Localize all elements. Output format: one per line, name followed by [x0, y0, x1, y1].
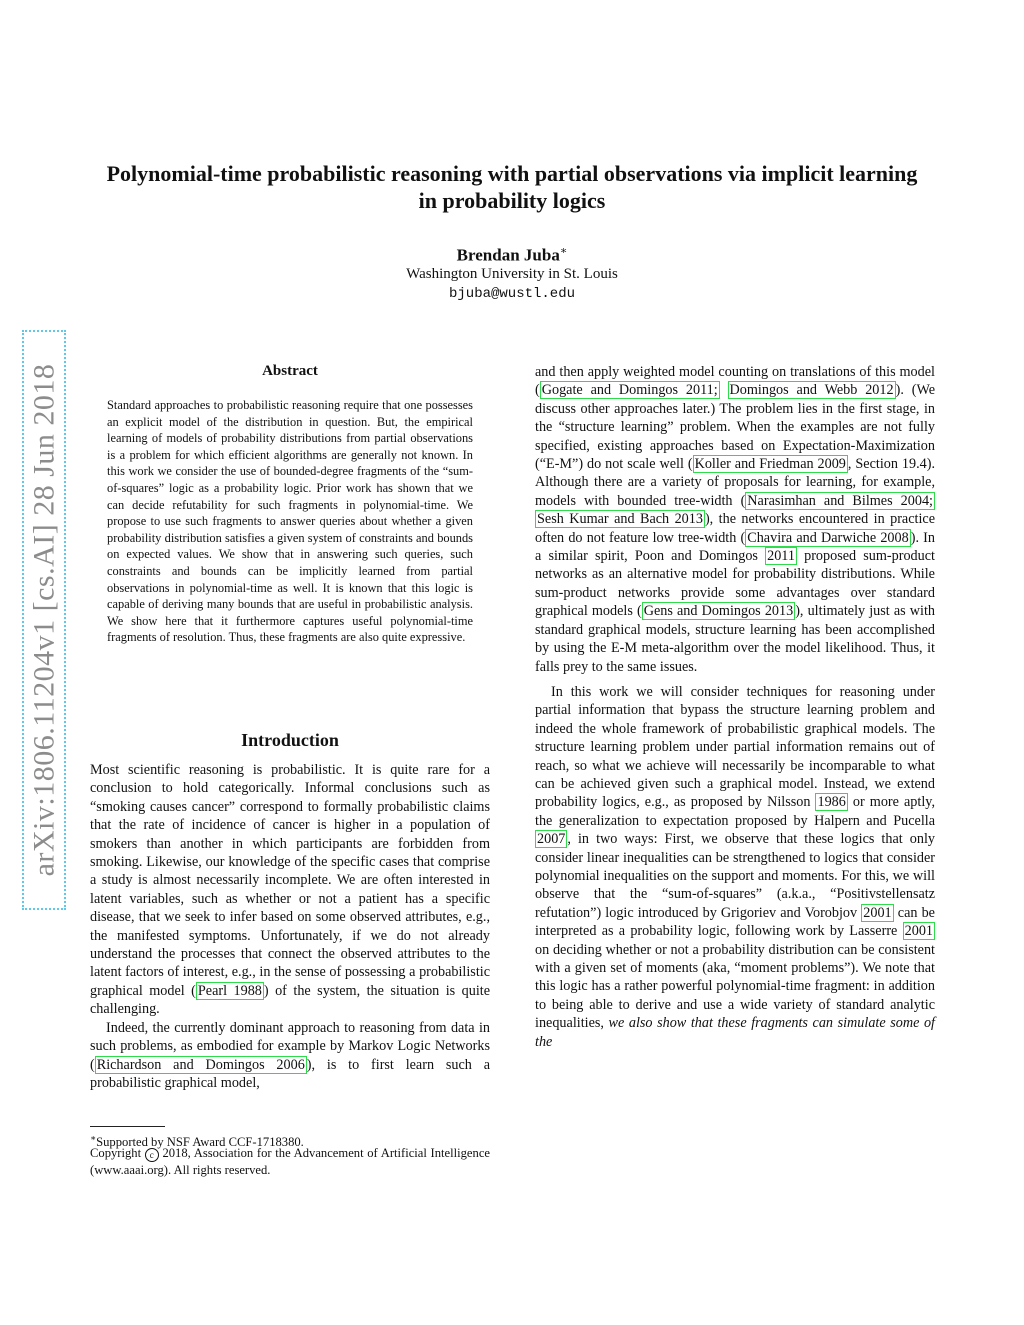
citation-link[interactable]: 2011: [767, 548, 795, 565]
arxiv-stamp-text: arXiv:1806.11204v1 [cs.AI] 28 Jun 2018: [27, 363, 61, 877]
intro-paragraph-2: Indeed, the currently dominant approach to reasoning from data in such problems, as embodied for example by Markov Logic Networks ( Richardson and Domingos 2006 ), is to first learn such a probabilistic graphical model,: [90, 1019, 490, 1091]
citation-link[interactable]: 2001: [863, 904, 892, 921]
right-column: [535, 363, 935, 1051]
citation-link[interactable]: 1986: [817, 794, 846, 811]
right-paragraph-1: and then apply weighted model counting on translations of this model ( Gogate and Domingos 2011; Domingos and Webb 2012 ). (We discuss other approaches later.) The problem lies in the first stage, in the “structure learning” problem. When the examples are not fully specified, existing approaches based on Expectation-Maximization (“E-M”) do not scale well ( Koller and Friedman 2009 , Section 19.4). Although there are a variety of proposals for learning, for example, models with bounded tree-width ( Narasimhan and Bilmes 2004; Sesh Kumar and Bach 2013 ), the networks encountered in practice often do not feature low tree-width ( Chavira and Darwiche 2008 ). In a similar spirit, Poon and Domingos 2011 proposed sum-product networks as an alternative model for probability distributions. While sum-product networks provide some advantages over standard graphical models ( Gens and Domingos 2013 ), ultimately just as with standard graphical models, structure learning has been accomplished by using the E-M meta-algorithm over the model likelihood. Thus, it falls prey to the same issues.: [535, 364, 935, 675]
citation-link[interactable]: Koller and Friedman 2009: [694, 456, 846, 473]
introduction-heading: Introduction: [241, 730, 339, 750]
citation-link[interactable]: Richardson and Domingos 2006: [96, 1056, 305, 1073]
copyright-icon: c: [145, 1148, 159, 1162]
paper-title: Polynomial-time probabilistic reasoning with partial observations via implicit learning in probability logics: [106, 161, 918, 213]
author-affiliation: Washington University in St. Louis: [406, 266, 618, 282]
citation-link[interactable]: Chavira and Darwiche 2008: [747, 529, 909, 546]
author-name: Brendan Juba∗: [456, 245, 568, 265]
arxiv-stamp: [22, 330, 66, 910]
citation-link[interactable]: Pearl 1988: [197, 982, 262, 999]
abstract-heading: Abstract: [262, 363, 318, 379]
abstract-body: Standard approaches to probabilistic reasoning require that one possesses an explicit model of the distribution in question. But, the empirical learning of models of probability distributions from partial observations is a problem for which efficient algorithms are generally not known. In this work we consider the use of bounded-degree fragments of the “sum-of-squares” logic as a probability logic. Prior work has shown that we can decide refutability for such fragments in polynomial-time. We propose to use such fragments to answer queries about whether a given probability distribution satisfies a given system of constraints and bounds on expected values. We show that in answering such queries, such constraints and bounds can be implicitly learned from partial observations in polynomial-time as well. It is known that this logic is capable of deriving many bounds that are useful in probabilistic analysis. We show here that it furthermore captures useful polynomial-time fragments of resolution. Thus, these fragments are also quite expressive.: [107, 398, 473, 645]
citation-link[interactable]: 2007: [537, 831, 566, 848]
citation-link[interactable]: Gens and Domingos 2013: [643, 603, 794, 620]
footnote-rule: [90, 1126, 165, 1127]
right-paragraph-2: In this work we will consider techniques for reasoning under partial information that bypass the structure learning problem and indeed the whole framework of probabilistic graphical models. The structure learning problem under partial information remains out of reach, so what we achieve will necessarily be incomparable to what can be achieved given such a graphical model. Instead, we extend probability logics, e.g., as proposed by Nilsson 1986 or more aptly, the generalization to expectation proposed by Halpern and Pucella 2007 , in two ways: First, we observe that these logics that only consider linear inequalities can be strengthened to logics that consider polynomial inequalities on the support and moments. For this, we will observe that the “sum-of-squares” (a.k.a., “Positivstellensatz refutation”) logic introduced by Grigoriev and Vorobjov 2001 can be interpreted as a probability logic, following work by Lasserre 2001 on deciding whether or not a probability distribution can be consistent with a given set of moments (aka, “moment problems”). We note that this logic has a rather powerful polynomial-time fragment: in addition to being able to derive and use a wide variety of standard analytic inequalities, we also show that these fragments can simulate some of the: [535, 683, 936, 1050]
copyright-notice: Copyright c 2018, Association for the Advancement of Artificial Intelligence (www.aaai.org). All rights reserved.: [90, 1146, 490, 1177]
author-email[interactable]: bjuba@wustl.edu: [448, 286, 576, 302]
footnote-funding: ∗Supported by NSF Award CCF-1718380.: [90, 1133, 304, 1150]
introduction-body: [90, 761, 490, 1092]
citation-link[interactable]: Gogate and Domingos 2011;: [541, 382, 718, 399]
citation-link[interactable]: 2001: [904, 923, 933, 940]
citation-link[interactable]: Narasimhan and Bilmes 2004;: [747, 492, 933, 509]
intro-paragraph-1: Most scientific reasoning is probabilistic. It is quite rare for a conclusion to hold categorically. Informal conclusions such as “smoking causes cancer” correspond to formally probabilistic claims that the rate of incidence of cancer is higher in a population of smokers than another in which participants are forbidden from smoking. Likewise, our knowledge of the specific cases that comprise a study is almost necessarily incomplete. We are often interested in latent variables, such as whether or not a patient has a specific disease, that we seek to infer based on some observed attributes, e.g., the manifested symptoms. Unfortunately, if we do not already understand the processes that connect the observed attributes to the latent factors of interest, e.g., in the sense of possessing a probabilistic graphical model ( Pearl 1988 ) of the system, the situation is quite challenging.: [90, 762, 491, 1018]
citation-link[interactable]: Sesh Kumar and Bach 2013: [537, 511, 703, 528]
citation-link[interactable]: Domingos and Webb 2012: [729, 382, 894, 399]
